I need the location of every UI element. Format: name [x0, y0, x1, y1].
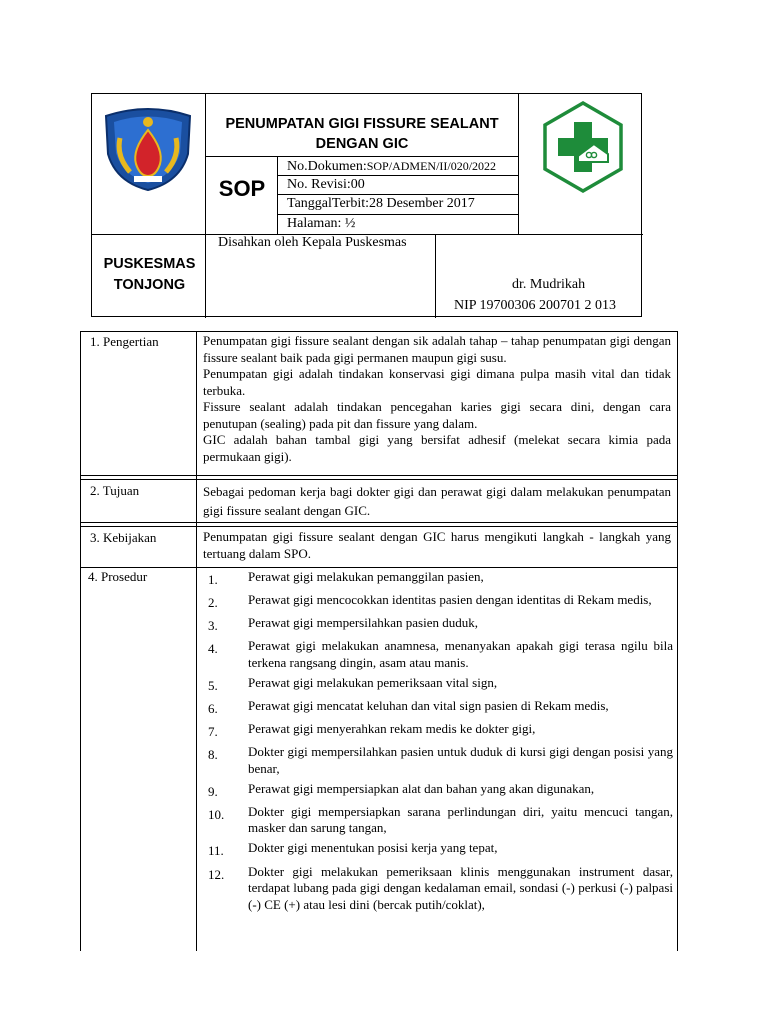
list-item: [203, 840, 673, 860]
section-label-kebijakan: 3. Kebijakan: [90, 530, 157, 545]
section-text-pengertian: [203, 333, 671, 465]
step-number: 11.: [208, 843, 224, 859]
puskesmas-name-line: PUSKESMAS: [103, 256, 196, 272]
paragraph: Fissure sealant adalah tindakan pencegahan karies gigi secara dini, dengan cara penutupan (sealing) pada pit dan fissure yang dalam.: [203, 399, 671, 431]
list-item: [203, 592, 673, 612]
sop-header-table: [91, 93, 642, 317]
table-border: [677, 331, 678, 951]
step-text: Perawat gigi mencatat keluhan dan vital sign pasien di Rekam medis,: [248, 697, 609, 713]
document-number-value: SOP/ADMEN/II/020/2022: [366, 159, 497, 173]
step-text: Dokter gigi mempersiapkan sarana perlindungan diri, yaitu mencuci tangan, masker dan sarung tangan,: [248, 803, 673, 836]
step-text: Dokter gigi menentukan posisi kerja yang tepat,: [248, 840, 498, 856]
page-count: Halaman: ½: [287, 216, 356, 231]
approval-text: Disahkan oleh Kepala Puskesmas: [218, 235, 407, 250]
step-text: Dokter gigi mempersilahkan pasien untuk duduk di kursi gigi dengan posisi yang benar,: [248, 744, 673, 776]
step-number: 3.: [208, 618, 218, 634]
table-border: [80, 522, 678, 523]
step-text: Perawat gigi menyerahkan rekam medis ke dokter gigi,: [248, 721, 536, 737]
step-number: 9.: [208, 783, 218, 799]
section-text-tujuan: Sebagai pedoman kerja bagi dokter gigi dan perawat gigi dalam melakukan penumpatan gigi fissure sealant dengan GIC.: [203, 484, 671, 518]
step-text: Perawat gigi melakukan anamnesa, menanyakan apakah gigi terasa ngilu bila terkena rangsang dingin, asam atau manis.: [248, 638, 673, 670]
step-number: 4.: [208, 641, 218, 657]
step-text: Perawat gigi mencocokkan identitas pasien dengan identitas di Rekam medis,: [248, 592, 652, 608]
step-text: Perawat gigi melakukan pemanggilan pasien,: [248, 569, 484, 584]
table-border: [80, 567, 678, 568]
step-number: 7.: [208, 724, 218, 740]
sop-label: SOP: [218, 176, 266, 201]
section-text-kebijakan: Penumpatan gigi fissure sealant dengan GIC harus mengikuti langkah - langkah yang tertuang dalam SPO.: [203, 529, 671, 561]
document-title: [207, 114, 517, 154]
step-number: 2.: [208, 595, 218, 611]
title-line: PENUMPATAN GIGI FISSURE SEALANT: [225, 116, 499, 132]
step-number: 12.: [208, 866, 225, 882]
list-item: [203, 638, 673, 671]
list-item: [203, 698, 673, 718]
list-item: [203, 864, 673, 914]
paragraph: Penumpatan gigi fissure sealant dengan sik adalah tahap – tahap penumpatan gigi dengan fissure sealant baik pada gigi permanen maupun gigi susu.: [203, 333, 671, 365]
section-label-prosedur: 4. Prosedur: [88, 569, 148, 584]
signer-name: dr. Mudrikah: [512, 277, 586, 292]
sop-content-table: [80, 331, 678, 951]
list-item: [203, 721, 673, 741]
signer-nip: NIP 19700306 200701 2 013: [454, 298, 617, 313]
title-line: DENGAN GIC: [315, 136, 409, 152]
step-number: 6.: [208, 700, 218, 716]
regency-emblem-logo: [100, 98, 196, 194]
table-border: [80, 479, 678, 480]
revision-number: No. Revisi:00: [287, 177, 365, 192]
header-divider: [518, 94, 519, 234]
table-border: [80, 526, 678, 527]
puskesmas-name-line: TONJONG: [113, 277, 186, 293]
document-number-label: No.Dokumen:: [287, 159, 367, 174]
section-label-pengertian: 1. Pengertian: [90, 334, 159, 349]
list-item: [203, 804, 673, 837]
table-border: [196, 331, 197, 951]
header-divider: [277, 156, 278, 234]
issue-date: TanggalTerbit:28 Desember 2017: [287, 196, 475, 211]
list-item: [203, 744, 673, 777]
table-border: [80, 475, 678, 476]
step-text: Dokter gigi melakukan pemeriksaan klinis menggunakan instrument dasar, terdapat lubang pada gigi dengan kedalaman email, sondasi (-) perkusi (-) palpasi (-) CE (+) atau lesi dini (bercak putih/coklat),: [248, 863, 673, 912]
list-item: [203, 781, 673, 801]
puskesmas-logo: [536, 100, 630, 194]
step-number: 1.: [208, 572, 218, 587]
step-number: 10.: [208, 806, 225, 822]
step-text: Perawat gigi melakukan pemeriksaan vital sign,: [248, 674, 498, 690]
step-text: Perawat gigi mempersilahkan pasien duduk,: [248, 615, 478, 631]
step-number: 5.: [208, 677, 218, 693]
section-label-tujuan: 2. Tujuan: [90, 483, 140, 498]
list-item: [203, 615, 673, 635]
procedure-steps-list: [203, 569, 673, 917]
puskesmas-name: [92, 254, 207, 296]
paragraph: Penumpatan gigi adalah tindakan konservasi gigi dimana pulpa masih vital dan tidak terbuka.: [203, 366, 671, 398]
table-border: [80, 331, 678, 332]
step-number: 8.: [208, 747, 218, 763]
step-text: Perawat gigi mempersiapkan alat dan bahan yang akan digunakan,: [248, 780, 595, 796]
paragraph: GIC adalah bahan tambal gigi yang bersifat adhesif (melekat secara kimia pada permukaan gigi).: [203, 432, 671, 464]
table-border: [80, 331, 81, 951]
list-item: [203, 569, 673, 589]
list-item: [203, 675, 673, 695]
header-divider: [435, 234, 436, 318]
document-number: [287, 157, 496, 176]
